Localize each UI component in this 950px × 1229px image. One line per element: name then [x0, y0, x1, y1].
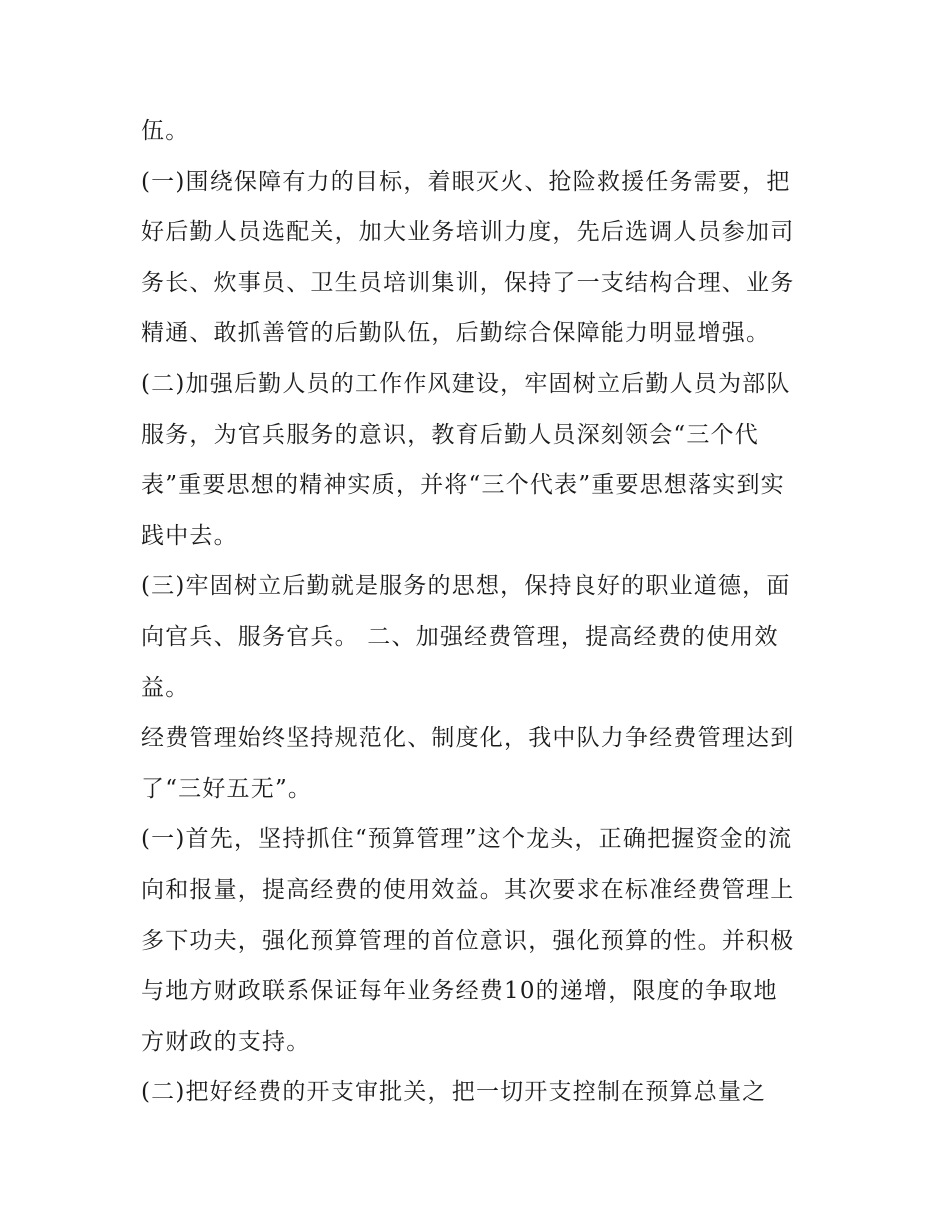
- text-line: (二)把好经费的开支审批关，把一切开支控制在预算总量之: [141, 1079, 767, 1106]
- text-line: 与地方财政联系保证每年业务经费10的递增，限度的争取地: [141, 978, 778, 1005]
- text-line: 好后勤人员选配关，加大业务培训力度，先后选调人员参加司: [141, 219, 795, 246]
- text-line: 了“三好五无”。: [141, 775, 313, 802]
- text-line: 益。: [141, 674, 190, 701]
- text-line: 服务，为官兵服务的意识，教育后勤人员深刻领会“三个代: [141, 421, 759, 448]
- text-line: 表”重要思想的精神实质，并将“三个代表”重要思想落实到实: [141, 472, 785, 499]
- text-line: (一)首先，坚持抓住“预算管理”这个龙头，正确把握资金的流: [141, 826, 793, 853]
- text-line: 方财政的支持。: [141, 1028, 311, 1055]
- document-body: [141, 106, 821, 1118]
- text-line: 向官兵、服务官兵。 二、加强经费管理，提高经费的使用效: [141, 623, 779, 650]
- text-line: (一)围绕保障有力的目标，着眼灭火、抢险救援任务需要，把: [141, 168, 791, 195]
- text-line: (三)牢固树立后勤就是服务的思想，保持良好的职业道德，面: [141, 573, 791, 600]
- text-line: 精通、敢抓善管的后勤队伍，后勤综合保障能力明显增强。: [141, 320, 771, 347]
- text-line: 务长、炊事员、卫生员培训集训，保持了一支结构合理、业务: [141, 269, 795, 296]
- text-line: 向和报量，提高经费的使用效益。其次要求在标准经费管理上: [141, 876, 795, 903]
- text-line: 伍。: [141, 118, 190, 144]
- text-line: 多下功夫，强化预算管理的首位意识，强化预算的性。并积极: [141, 927, 795, 954]
- text-line: 践中去。: [141, 522, 238, 549]
- text-line: (二)加强后勤人员的工作作风建设，牢固树立后勤人员为部队: [141, 370, 791, 397]
- text-line: 经费管理始终坚持规范化、制度化，我中队力争经费管理达到: [141, 725, 795, 752]
